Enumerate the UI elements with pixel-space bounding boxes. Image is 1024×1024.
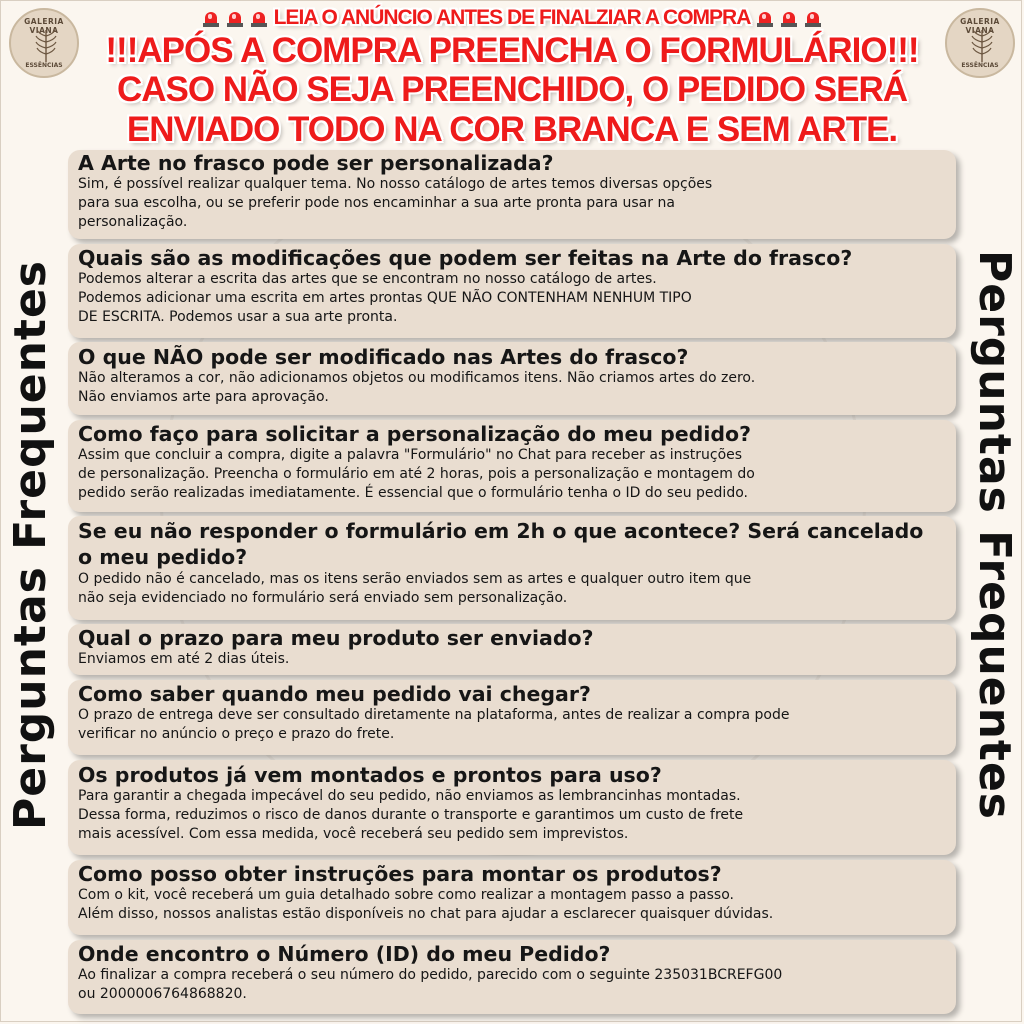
- brand-logo-right: [945, 8, 1015, 78]
- faq-answer-line: Sim, é possível realizar qualquer tema. No nosso catálogo de artes temos diversas opções: [78, 176, 713, 192]
- faq-answer-line: para sua escolha, ou se preferir pode nos encaminhar a sua arte pronta para usar na: [78, 195, 675, 211]
- faq-question: Onde encontro o Número (ID) do meu Pedido?: [78, 942, 611, 966]
- faq-question: Como faço para solicitar a personalização do meu pedido?: [78, 422, 752, 446]
- faq-question: Como saber quando meu pedido vai chegar?: [78, 682, 591, 706]
- faq-answer-line: Além disso, nossos analistas estão disponíveis no chat para ajudar a esclarecer quaisquer dúvidas.: [78, 906, 774, 922]
- faq-card: [68, 150, 956, 239]
- faq-card: [68, 760, 956, 855]
- siren-icon: [202, 9, 220, 27]
- logo-top-text: GALERIA VIANA: [24, 17, 64, 35]
- faq-card: [68, 680, 956, 755]
- faq-question: Qual o prazo para meu produto ser enviado?: [78, 626, 594, 650]
- siren-icon: [756, 9, 774, 27]
- faq-card: [68, 516, 956, 620]
- faq-answer-line: Ao finalizar a compra receberá o seu número do pedido, parecido com o seguinte 235031BCREFG00: [78, 967, 783, 983]
- faq-answer-line: verificar no anúncio o preço e prazo do frete.: [78, 726, 395, 742]
- faq-answer-line: Podemos adicionar uma escrita em artes prontas QUE NÃO CONTENHAM NENHUM TIPO: [78, 290, 692, 306]
- faq-answer-line: O pedido não é cancelado, mas os itens serão enviados sem as artes e qualquer outro item que: [78, 571, 752, 587]
- logo-bottom-text: ESSÊNCIAS: [25, 62, 63, 69]
- faq-card: [68, 244, 956, 338]
- siren-icon: [226, 9, 244, 27]
- faq-card: [68, 860, 956, 935]
- faq-answer-line: ou 2000006764868820.: [78, 986, 247, 1002]
- faq-answer-line: Enviamos em até 2 dias úteis.: [78, 651, 290, 667]
- faq-answer-line: Para garantir a chegada impecável do seu pedido, não enviamos as lembrancinhas montadas.: [78, 788, 741, 804]
- faq-answer-line: O prazo de entrega deve ser consultado diretamente na plataforma, antes de realizar a compra pode: [78, 707, 790, 723]
- faq-answer-line: Com o kit, você receberá um guia detalhado sobre como realizar a montagem passo a passo.: [78, 887, 734, 903]
- logo-bottom-text: ESSÊNCIAS: [961, 62, 999, 69]
- faq-answer-line: Assim que concluir a compra, digite a palavra "Formulário" no Chat para receber as instruções: [78, 447, 743, 463]
- faq-answer-line: Podemos alterar a escrita das artes que se encontram no nosso catálogo de artes.: [78, 271, 657, 287]
- faq-card: [68, 342, 956, 415]
- faq-answer-line: Não alteramos a cor, não adicionamos objetos ou modificamos itens. Não criamos artes do zero.: [78, 370, 756, 386]
- faq-question: Como posso obter instruções para montar os produtos?: [78, 862, 722, 886]
- brand-logo-left: [9, 8, 79, 78]
- faq-answer-line: Dessa forma, reduzimos o risco de danos durante o transporte e garantimos um custo de frete: [78, 807, 744, 823]
- faq-question: Se eu não responder o formulário em 2h o que acontece? Será cancelado o meu pedido?: [78, 519, 924, 569]
- warning-banner-line-1: [80, 6, 944, 30]
- faq-question: Os produtos já vem montados e prontos para uso?: [78, 763, 662, 787]
- warning-banner-line-3: CASO NÃO SEJA PREENCHIDO, O PEDIDO SERÁ: [116, 70, 908, 109]
- logo-top-text: GALERIA VIANA: [960, 17, 1000, 35]
- leaf-icon: [967, 26, 997, 64]
- warning-banner-line-4: ENVIADO TODO NA COR BRANCA E SEM ARTE.: [126, 110, 898, 149]
- faq-answer-line: não seja evidenciado no formulário será enviado sem personalização.: [78, 590, 568, 606]
- warning-banner-line-2: !!!APÓS A COMPRA PREENCHA O FORMULÁRIO!!!: [105, 31, 919, 70]
- faq-question: O que NÃO pode ser modificado nas Artes do frasco?: [78, 345, 689, 369]
- faq-card: [68, 940, 956, 1014]
- faq-answer-line: pedido serão realizadas imediatamente. É essencial que o formulário tenha o ID do seu pedido.: [78, 485, 748, 501]
- siren-icon: [780, 9, 798, 27]
- siren-icon: [250, 9, 268, 27]
- faq-answer-line: mais acessível. Com essa medida, você receberá seu pedido sem imprevistos.: [78, 826, 629, 842]
- faq-question: A Arte no frasco pode ser personalizada?: [78, 151, 554, 175]
- side-label-left: Perguntas Frequentes: [5, 260, 56, 830]
- faq-answer-line: DE ESCRITA. Podemos usar a sua arte pronta.: [78, 309, 398, 325]
- leaf-icon: [31, 26, 61, 64]
- faq-answer-line: Não enviamos arte para aprovação.: [78, 389, 329, 405]
- faq-card: [68, 420, 956, 512]
- faq-answer-line: personalização.: [78, 214, 188, 230]
- side-label-right: Perguntas Frequentes: [969, 250, 1020, 820]
- faq-question: Quais são as modificações que podem ser feitas na Arte do frasco?: [78, 246, 853, 270]
- faq-card: [68, 624, 956, 675]
- siren-icon: [804, 9, 822, 27]
- banner-text-1: LEIA O ANÚNCIO ANTES DE FINALZIAR A COMPRA: [273, 6, 751, 29]
- faq-answer-line: de personalização. Preencha o formulário em até 2 horas, pois a personalização e montagem do: [78, 466, 755, 482]
